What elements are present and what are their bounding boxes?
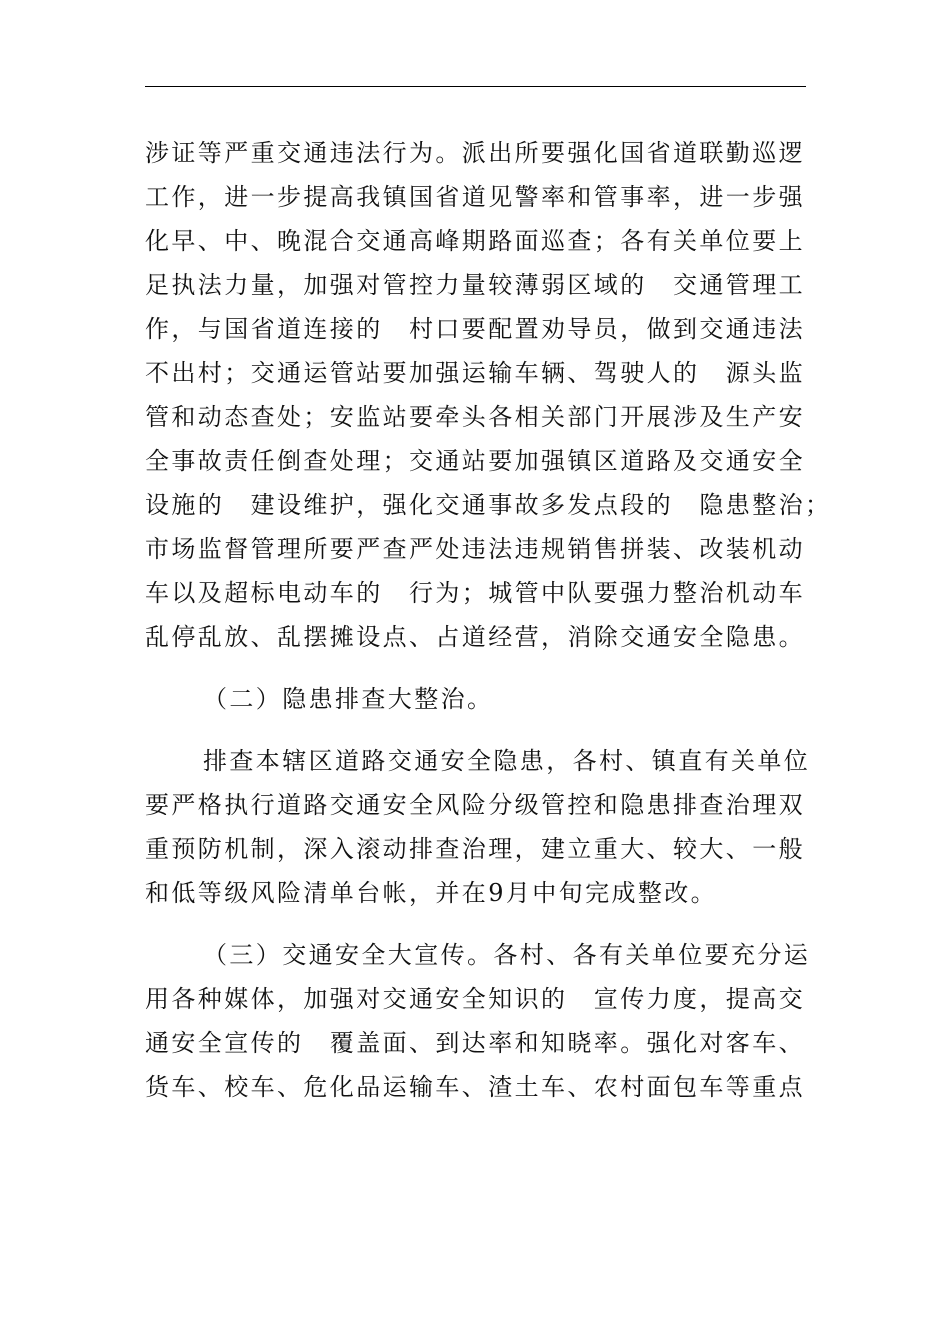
section-heading: （二）隐患排查大整治。 [203,685,494,713]
text-line: 通安全宣传的 覆盖面、到达率和知晓率。强化对客车、 [145,1029,805,1057]
text-line: 不出村；交通运管站要加强运输车辆、驾驶人的 源头监 [145,359,805,387]
text-line: 作，与国省道连接的 村口要配置劝导员，做到交通违法 [145,315,805,343]
text-line: 足执法力量，加强对管控力量较薄弱区域的 交通管理工 [145,271,805,299]
paragraph-1 [145,131,832,659]
text-line: 要严格执行道路交通安全风险分级管控和隐患排查治理双 [145,791,805,819]
document-body [145,131,832,1109]
paragraph-spacer [145,659,785,677]
text-line: 车以及超标电动车的 行为；城管中队要强力整治机动车 [145,579,805,607]
text-line: 用各种媒体，加强对交通安全知识的 宣传力度，提高交 [145,985,805,1013]
text-line: 化早、中、晚混合交通高峰期路面巡查；各有关单位要上 [145,227,805,255]
text-line: 设施的 建设维护，强化交通事故多发点段的 隐患整治； [145,491,832,519]
paragraph-spacer [145,915,785,933]
text-line: 市场监督管理所要严查严处违法违规销售拼装、改装机动 [145,535,805,563]
text-line: 工作，进一步提高我镇国省道见警率和管事率，进一步强 [145,183,805,211]
text-line: （三）交通安全大宣传。各村、各有关单位要充分运 [203,941,811,969]
text-line: 货车、校车、危化品运输车、渣土车、农村面包车等重点 [145,1073,805,1101]
text-line: 乱停乱放、乱摆摊设点、占道经营，消除交通安全隐患。 [145,623,805,651]
text-line: 全事故责任倒查处理；交通站要加强镇区道路及交通安全 [145,447,805,475]
paragraph-spacer [145,721,785,739]
text-line: 管和动态查处；安监站要牵头各相关部门开展涉及生产安 [145,403,805,431]
header-rule [145,86,806,87]
text-line: 重预防机制，深入滚动排查治理，建立重大、较大、一般 [145,835,805,863]
text-line: 涉证等严重交通违法行为。派出所要强化国省道联勤巡逻 [145,139,805,167]
text-line: 排查本辖区道路交通安全隐患，各村、镇直有关单位 [203,747,811,775]
text-line: 和低等级风险清单台帐，并在9月中旬完成整改。 [145,879,718,907]
paragraph-3 [145,933,811,1109]
paragraph-2 [145,739,811,915]
